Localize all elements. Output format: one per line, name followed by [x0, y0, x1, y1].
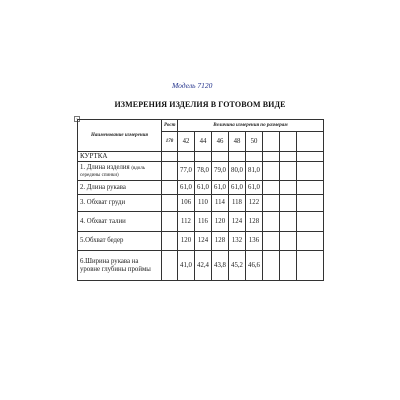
value-cell: 61,0	[195, 181, 212, 195]
value-cell: 42,4	[195, 251, 212, 281]
value-cell: 118	[229, 195, 246, 212]
model-label: Модель 7120	[172, 81, 213, 90]
row-name: 1. Длина изделия (вдоль середины спинки)	[78, 162, 162, 181]
value-cell: 122	[246, 195, 263, 212]
value-cell: 61,0	[229, 181, 246, 195]
value-cell: 132	[229, 232, 246, 251]
header-row	[78, 120, 324, 132]
value-cell: 61,0	[178, 181, 195, 195]
section-row	[78, 152, 324, 162]
value-cell: 124	[229, 212, 246, 232]
col-name-header: Наименование измерения	[78, 120, 162, 152]
size-cell: 42	[178, 132, 195, 152]
empty-cell	[263, 132, 280, 152]
value-cell: 106	[178, 195, 195, 212]
value-cell: 120	[178, 232, 195, 251]
value-cell: 77,0	[178, 162, 195, 181]
value-cell: 128	[246, 212, 263, 232]
table-anchor-icon: +	[74, 116, 80, 122]
value-cell: 79,0	[212, 162, 229, 181]
table-row	[78, 162, 324, 181]
value-cell: 46,6	[246, 251, 263, 281]
table-row	[78, 232, 324, 251]
rost-value: 170	[162, 132, 178, 152]
measurements-table	[77, 119, 324, 281]
value-cell: 112	[178, 212, 195, 232]
empty-cell	[297, 132, 324, 152]
col-values-header: Величина измерения по размерам	[178, 120, 324, 132]
value-cell: 61,0	[212, 181, 229, 195]
value-cell: 61,0	[246, 181, 263, 195]
row-name: 6.Ширина рукава на уровне глубины проймы	[78, 251, 162, 281]
value-cell: 78,0	[195, 162, 212, 181]
size-cell: 44	[195, 132, 212, 152]
value-cell: 41,0	[178, 251, 195, 281]
row-name: 3. Обхват груди	[78, 195, 162, 212]
table-row	[78, 181, 324, 195]
value-cell: 81,0	[246, 162, 263, 181]
size-cell: 50	[246, 132, 263, 152]
value-cell: 136	[246, 232, 263, 251]
row-name: 5.Обхват бедер	[78, 232, 162, 251]
value-cell: 110	[195, 195, 212, 212]
value-cell: 80,0	[229, 162, 246, 181]
value-cell: 43,8	[212, 251, 229, 281]
row-note: (вдоль середины спинки)	[80, 165, 146, 178]
table-row	[78, 195, 324, 212]
value-cell: 120	[212, 212, 229, 232]
col-rost-header: Рост	[162, 120, 178, 132]
empty-cell	[280, 132, 297, 152]
table-row	[78, 251, 324, 281]
value-cell: 45,2	[229, 251, 246, 281]
table-row	[78, 212, 324, 232]
size-cell: 46	[212, 132, 229, 152]
value-cell: 124	[195, 232, 212, 251]
section-label: КУРТКА	[78, 152, 162, 162]
row-name: 4. Обхват талии	[78, 212, 162, 232]
page-title: ИЗМЕРЕНИЯ ИЗДЕЛИЯ В ГОТОВОМ ВИДЕ	[114, 100, 286, 109]
value-cell: 128	[212, 232, 229, 251]
value-cell: 116	[195, 212, 212, 232]
size-cell: 48	[229, 132, 246, 152]
value-cell: 114	[212, 195, 229, 212]
row-name: 2. Длина рукава	[78, 181, 162, 195]
